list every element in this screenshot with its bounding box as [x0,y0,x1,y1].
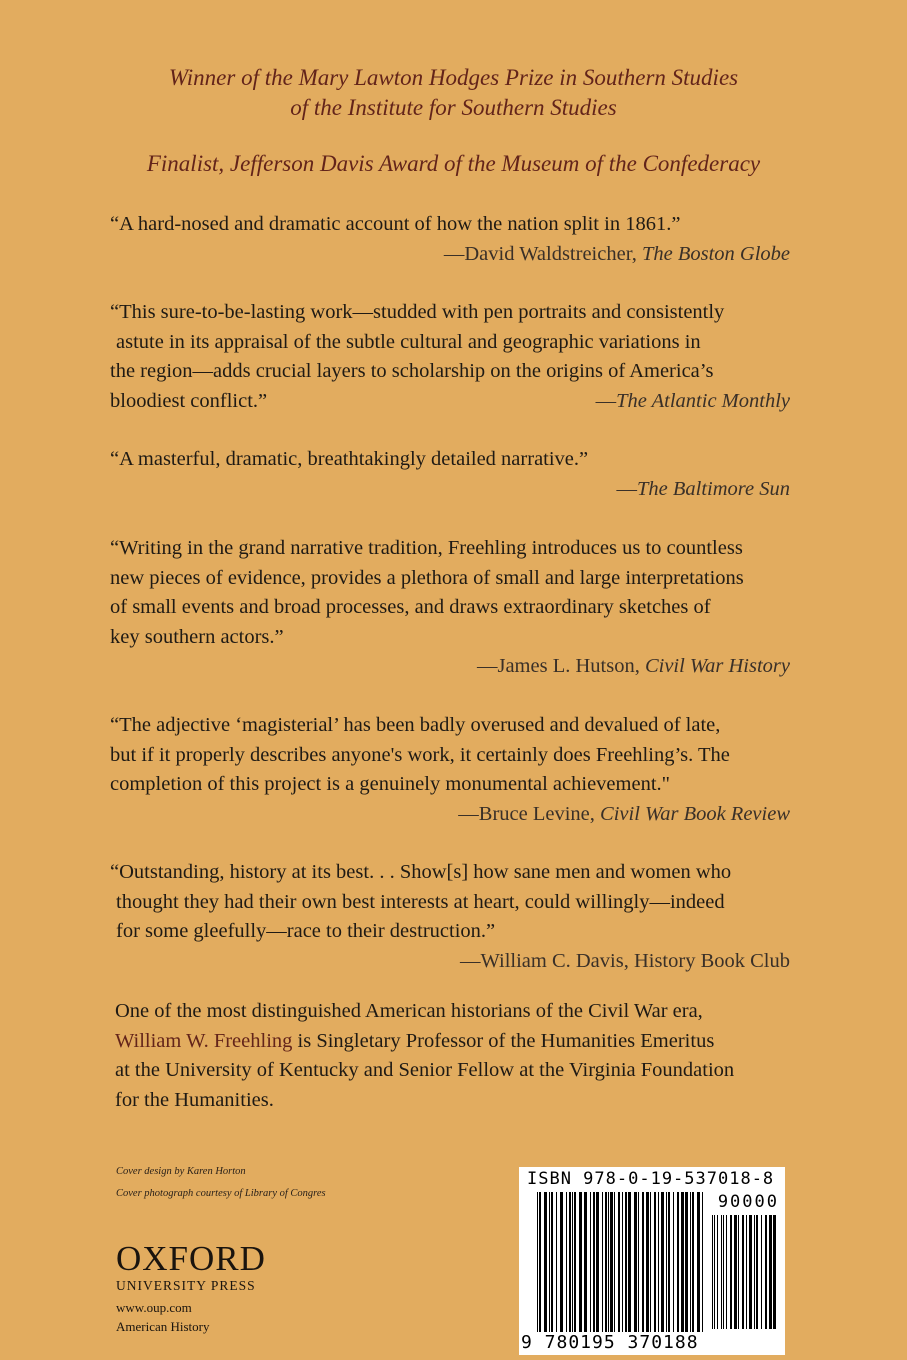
barcode-bar [650,1192,651,1332]
publisher-url: www.oup.com [116,1300,192,1315]
barcode-bar [596,1192,599,1332]
barcode-bar [773,1215,776,1329]
quote-text-line: new pieces of evidence, provides a plethora of small and large interpretations [110,566,744,589]
cover-credits [116,1161,326,1205]
barcode-bar [738,1215,739,1329]
barcode-bar [574,1192,576,1332]
barcode-bar [677,1192,679,1332]
review-quote [110,711,790,829]
isbn-barcode [519,1167,785,1355]
barcode-bar [572,1192,573,1332]
review-quote [110,858,790,976]
barcode-bar [549,1192,550,1332]
barcode-bar [610,1192,613,1332]
barcode-bar [666,1192,667,1332]
price-code: 90000 [717,1192,779,1212]
barcode-bar [602,1192,603,1332]
quote-text-line: bloodiest conflict.” [110,389,268,412]
quote-attribution: —Bruce Levine, Civil War Book Review [458,802,790,825]
publisher-press: UNIVERSITY PRESS [116,1278,256,1293]
review-quote [110,210,790,269]
review-quote [110,534,790,682]
barcode-bar [658,1192,659,1332]
barcode-bar [556,1192,557,1332]
barcode-bar [723,1215,724,1329]
cover-design-credit: Cover design by Karen Horton [116,1166,246,1177]
barcode-main-bars [537,1192,703,1332]
barcode-bar [608,1192,609,1332]
review-quote [110,445,790,504]
quote-text-line: thought they had their own best interests at heart, could willingly—indeed [116,890,725,913]
cover-photo-credit: Cover photograph courtesy of Library of Congres [116,1188,326,1199]
barcode-addon-bars [712,1215,776,1329]
bio-line: William W. Freehling is Singletary Professor of the Humanities Emeritus [115,1029,715,1052]
bio-line: for the Humanities. [115,1088,274,1111]
award-line-2: of the Institute for Southern Studies [290,95,617,120]
barcode-bar [661,1192,664,1332]
barcode-bar [654,1192,656,1332]
barcode-bar [742,1215,744,1329]
barcode-bar [593,1192,595,1332]
publisher-block [116,1239,266,1336]
barcode-bar [712,1215,713,1329]
barcode-bar [605,1192,607,1332]
ean-digits: 9 780195 370188 [521,1332,699,1353]
quote-text-line: key southern actors.” [110,625,284,648]
quote-attribution: —William C. Davis, History Book Club [459,949,790,972]
barcode-bar [746,1215,747,1329]
barcode-bar [638,1192,639,1332]
barcode-bar [614,1192,615,1332]
quote-text-line: but if it properly describes anyone's work, it certainly does Freehling’s. The [110,743,730,766]
barcode-bar [551,1192,553,1332]
barcode-bar [692,1192,694,1332]
author-name: William W. Freehling [115,1029,293,1052]
barcode-bar [590,1192,591,1332]
barcode-bar [685,1192,688,1332]
quote-text-line: “Writing in the grand narrative tradition, Freehling introduces us to countless [110,537,743,559]
barcode-bar [726,1215,727,1329]
barcode-bar [673,1192,674,1332]
bio-line: at the University of Kentucky and Senior Fellow at the Virginia Foundation [115,1059,735,1081]
barcode-bar [717,1215,718,1329]
barcode-bar [569,1192,571,1332]
quote-text-line: “Outstanding, history at its best. . . Show[s] how sane men and women who [110,861,732,883]
barcode-bar [539,1192,541,1332]
subject-category: American History [116,1319,210,1334]
quote-text-line: the region—adds crucial layers to scholarship on the origins of America’s [110,360,714,382]
quote-text-line: “This sure-to-be-lasting work—studded with pen portraits and consistently [110,301,725,323]
quote-text-line: “The adjective ‘magisterial’ has been badly overused and devalued of late, [110,714,721,736]
isbn-number: ISBN 978-0-19-537018-8 [527,1169,775,1189]
barcode-bar [690,1192,691,1332]
finalist-line: Finalist, Jefferson Davis Award of the Museum of the Confederacy [146,151,761,176]
barcode-bar [681,1192,684,1332]
barcode-bar [721,1215,722,1329]
barcode-bar [618,1192,620,1332]
quote-text-line: for some gleefully—race to their destruction.” [116,920,496,942]
quote-attribution: —James L. Hutson, Civil War History [476,655,790,677]
quote-attribution: —The Atlantic Monthly [595,389,790,412]
publisher-logo: OXFORD [116,1239,266,1278]
barcode-bar [756,1215,758,1329]
barcode-bar [668,1192,670,1332]
barcode-bar [537,1192,538,1332]
barcode-bar [584,1192,587,1332]
barcode-bar [646,1192,649,1332]
barcode-bar [765,1215,767,1329]
barcode-bar [749,1215,752,1329]
barcode-bar [634,1192,637,1332]
quote-text-line: of small events and broad processes, and draws extraordinary sketches of [110,596,711,618]
barcode-bar [761,1215,762,1329]
barcode-bar [560,1192,563,1332]
barcode-bar [642,1192,644,1332]
quote-attribution: —David Waldstreicher, The Boston Globe [443,242,790,265]
barcode-bar [769,1215,772,1329]
barcode-bar [625,1192,627,1332]
quote-text-line: “A masterful, dramatic, breathtakingly detailed narrative.” [110,448,589,470]
review-quote [110,298,790,416]
quote-attribution: —The Baltimore Sun [616,477,790,500]
barcode-bars [519,1167,785,1355]
barcode-bar [714,1215,715,1329]
barcode-bar [702,1192,703,1332]
barcode-bar [734,1215,737,1329]
barcode-bar [622,1192,623,1332]
barcode-bar [579,1192,582,1332]
quote-text-line: “A hard-nosed and dramatic account of how the nation split in 1861.” [110,213,681,235]
bio-line: One of the most distinguished American historians of the Civil War era, [115,1000,703,1022]
barcode-bar [697,1192,700,1332]
award-line-1: Winner of the Mary Lawton Hodges Prize in Southern Studies [168,65,739,90]
barcode-bar [566,1192,567,1332]
barcode-bar [628,1192,631,1332]
barcode-bar [544,1192,547,1332]
quote-text-line: completion of this project is a genuinely monumental achievement." [110,773,671,795]
author-bio [115,997,795,1115]
barcode-bar [754,1215,755,1329]
barcode-bar [730,1215,732,1329]
quote-text-line: astute in its appraisal of the subtle cultural and geographic variations in [116,330,701,353]
